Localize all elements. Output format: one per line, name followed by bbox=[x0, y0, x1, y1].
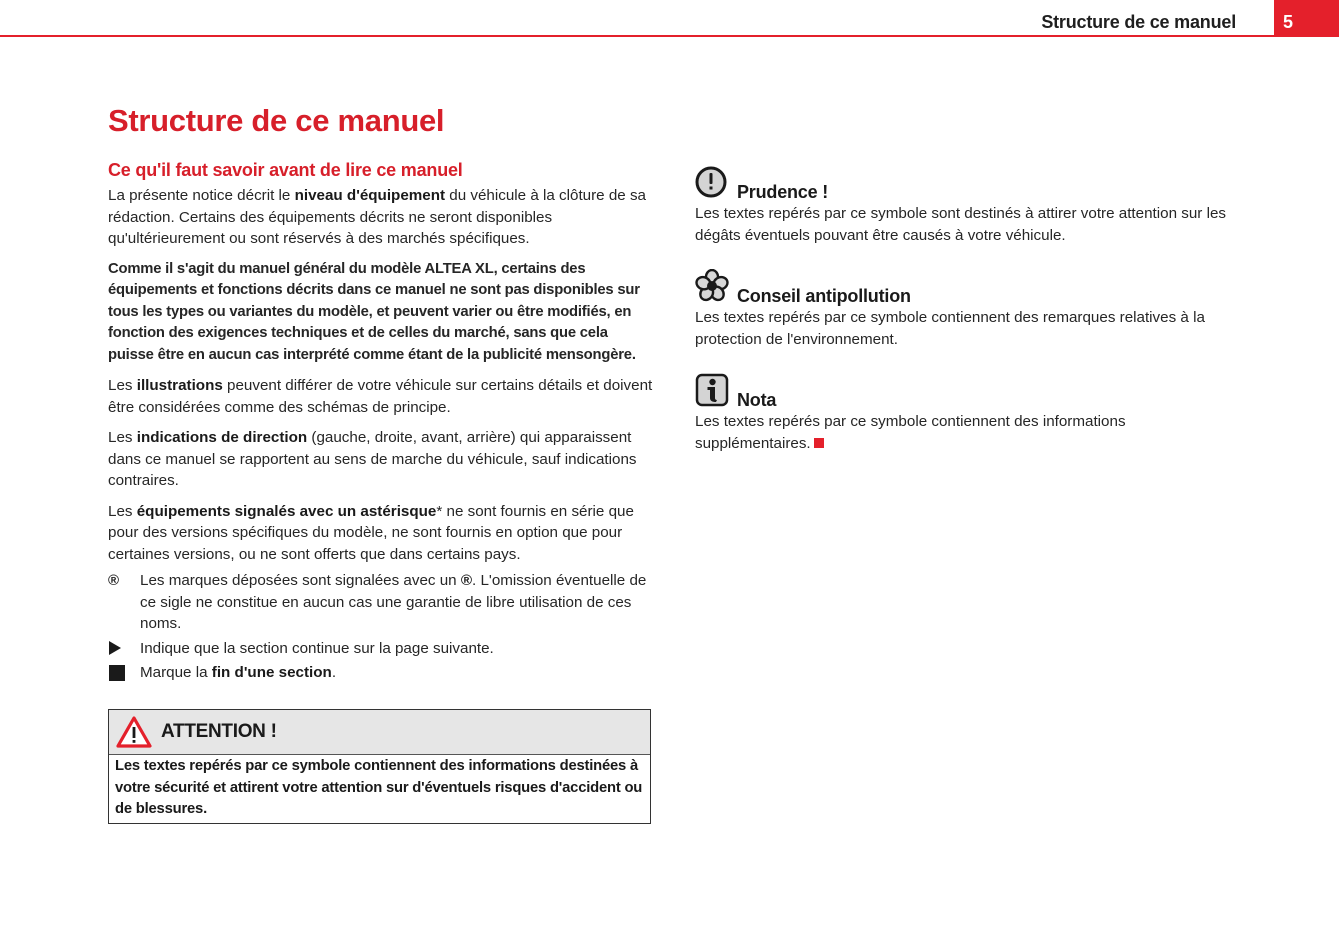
right-column bbox=[695, 165, 1240, 477]
paragraph-equipment-level bbox=[108, 185, 653, 250]
header-divider bbox=[0, 35, 1339, 37]
text: La présente notice décrit le bbox=[108, 187, 295, 204]
info-icon bbox=[695, 373, 729, 407]
warning-body: Les textes repérés par ce symbole contiennent des informations destinées à votre sécurité et attirent votre attention sur d'éventuels risques d'accident ou de blessures. bbox=[115, 758, 643, 817]
text: (gauche, droite, avant, arrière) qui apparaissent dans ce manuel se rapportent au sens de marche du véhicule, sauf indications contraires. bbox=[108, 429, 637, 489]
text: peuvent différer de votre véhicule sur certains détails et doivent être considérées comme des schémas de principe. bbox=[108, 377, 653, 416]
text: Les textes repérés par ce symbole contiennent des informations supplémentaires. bbox=[695, 413, 1126, 452]
paragraph-directions bbox=[108, 427, 653, 492]
text: Les marques déposées sont signalées avec un bbox=[140, 572, 461, 589]
bold-text: fin d'une section bbox=[211, 664, 332, 681]
text: du véhicule à la clôture de sa rédaction. Certains des équipements décrits ne seront disponibles qu'ultérieurement ou sont réservés à des marchés spécifiques. bbox=[108, 187, 646, 247]
bold-text: illustrations bbox=[136, 377, 223, 394]
registered-icon bbox=[108, 570, 128, 591]
note-caution bbox=[695, 165, 1240, 246]
legend-item-continues bbox=[108, 638, 653, 660]
registered-glyph: ® bbox=[108, 571, 120, 589]
warning-box bbox=[108, 709, 651, 824]
black-square-icon bbox=[108, 662, 128, 683]
text: . bbox=[331, 664, 337, 681]
text: Marque la bbox=[140, 664, 212, 681]
note-environment bbox=[695, 269, 1240, 350]
bold-text: niveau d'équipement bbox=[294, 187, 446, 204]
bold-text: équipements signalés avec un astérisque bbox=[136, 502, 437, 520]
note-header bbox=[695, 373, 1240, 410]
triangle-right-icon bbox=[108, 638, 128, 659]
left-column bbox=[108, 160, 653, 687]
text: Les bbox=[108, 377, 137, 394]
paragraph-illustrations bbox=[108, 375, 653, 418]
page-number-tab bbox=[1274, 0, 1339, 37]
section-heading: Ce qu'il faut savoir avant de lire ce manuel bbox=[108, 160, 463, 180]
note-header bbox=[695, 269, 1240, 306]
paragraph-disclaimer: Comme il s'agit du manuel général du modèle ALTEA XL, certains des équipements et fonctions décrits dans ce manuel ne sont pas disponibles sur tous les types ou variantes du modèle, et peuvent varier ou être modifiés, en fonction des exigences techniques et de celles du marché, sans que cela puisse être en aucun cas interprété comme étant de la publicité mensongère. bbox=[108, 260, 640, 363]
page-number: 5 bbox=[1283, 12, 1294, 32]
note-body bbox=[695, 411, 1240, 454]
bold-text: ® bbox=[460, 572, 473, 589]
legend-item-registered bbox=[108, 570, 653, 635]
text: Les bbox=[108, 502, 137, 520]
note-title: Prudence ! bbox=[737, 182, 829, 202]
symbol-legend bbox=[108, 570, 653, 684]
text: * ne sont fournis en série que pour des versions spécifiques du modèle, ne sont fournis en option que pour certaines versions, ou ne sont offerts que dans certains pays. bbox=[108, 502, 634, 563]
warning-header bbox=[109, 710, 650, 755]
caution-circle-icon bbox=[695, 165, 729, 199]
note-info bbox=[695, 373, 1240, 454]
note-body: Les textes repérés par ce symbole sont destinés à attirer votre attention sur les dégâts éventuels pouvant être causés à votre véhicule. bbox=[695, 205, 1226, 244]
warning-triangle-icon bbox=[115, 715, 153, 749]
note-title: Nota bbox=[737, 390, 777, 410]
note-header bbox=[695, 165, 1240, 202]
paragraph-asterisk bbox=[108, 501, 653, 566]
end-of-section-icon bbox=[814, 438, 824, 448]
running-title: Structure de ce manuel bbox=[1041, 12, 1236, 32]
text: Indique que la section continue sur la page suivante. bbox=[140, 639, 494, 657]
page-title: Structure de ce manuel bbox=[108, 103, 445, 138]
flower-icon bbox=[695, 269, 729, 303]
bold-text: indications de direction bbox=[136, 429, 308, 446]
note-body: Les textes repérés par ce symbole contiennent des remarques relatives à la protection de l'environnement. bbox=[695, 309, 1205, 348]
note-title: Conseil antipollution bbox=[737, 286, 911, 306]
legend-item-end-section bbox=[108, 662, 653, 684]
text: . L'omission éventuelle de ce sigle ne constitue en aucun cas une garantie de libre utilisation de ces noms. bbox=[140, 572, 647, 632]
warning-title: ATTENTION ! bbox=[161, 721, 277, 742]
text: Les bbox=[108, 429, 137, 446]
